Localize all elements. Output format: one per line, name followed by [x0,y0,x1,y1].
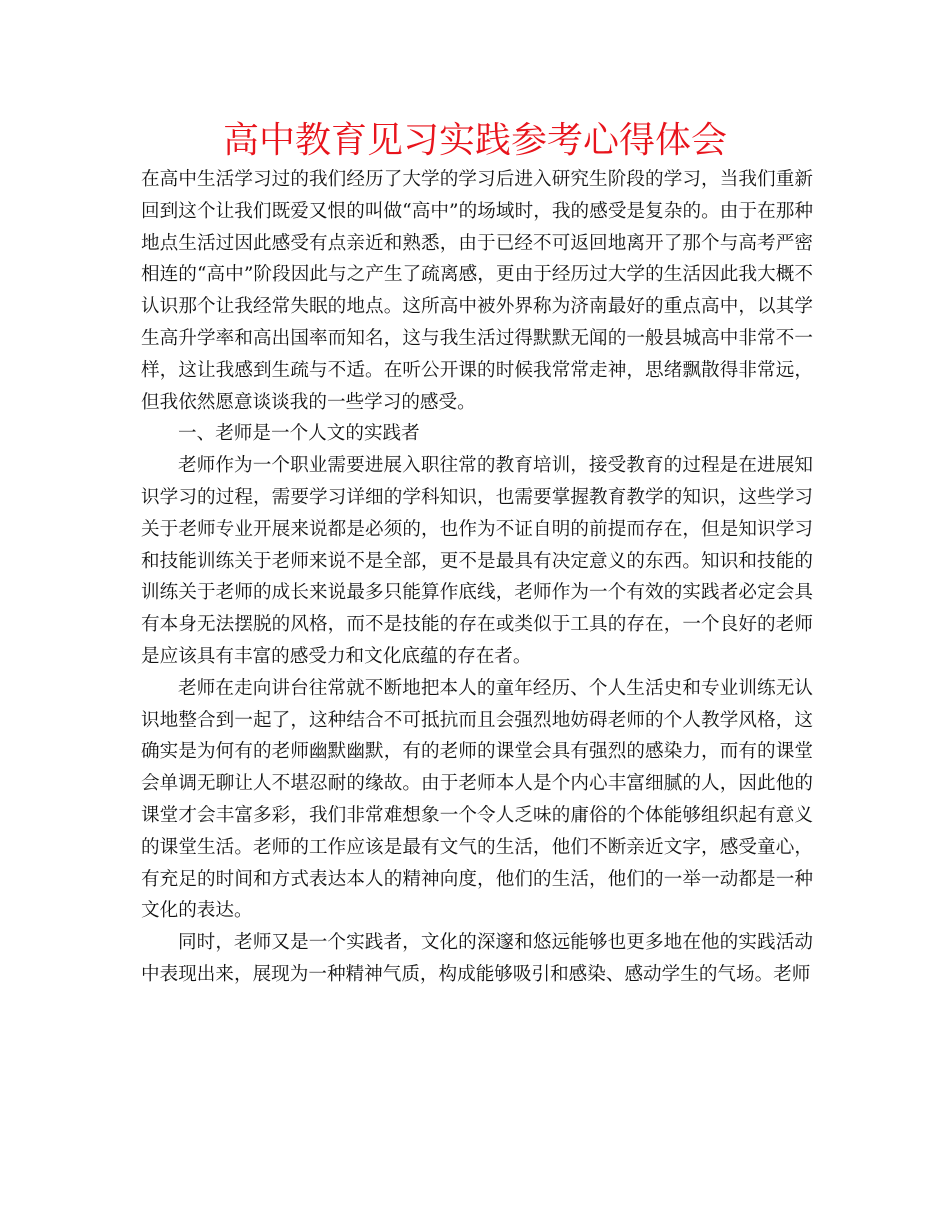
document-body [141,164,813,991]
paragraph-intro: 在高中生活学习过的我们经历了大学的学习后进入研究生阶段的学习，当我们重新回到这个让我们既爱又恨的叫做“高中”的场域时，我的感受是复杂的。由于在那种地点生活过因此感受有点亲近和熟悉，由于已经不可返回地离开了那个与高考严密相连的“高中”阶段因此与之产生了疏离感，更由于经历过大学的生活因此我大概不认识那个让我经常失眠的地点。这所高中被外界称为济南最好的重点高中，以其学生高升学率和高出国率而知名，这与我生活过得默默无闻的一般县城高中非常不一样，这让我感到生疏与不适。在听公开课的时候我常常走神，思绪飘散得非常远，但我依然愿意谈谈我的一些学习的感受。 [141,169,813,413]
paragraph-teacher-practice: 同时，老师又是一个实践者，文化的深邃和悠远能够也更多地在他的实践活动中表现出来，展现为一种精神气质，构成能够吸引和感染、感动学生的气场。老师 [141,932,813,985]
document-title: 高中教育见习实践参考心得体会 [222,120,727,161]
paragraph-teacher-training: 老师作为一个职业需要进展入职往常的教育培训，接受教育的过程是在进展知识学习的过程，需要学习详细的学科知识，也需要掌握教育教学的知识，这些学习关于老师专业开展来说都是必须的，也作为不证自明的前提而存在，但是知识学习和技能训练关于老师来说不是全部，更不是最具有决定意义的东西。知识和技能的训练关于老师的成长来说最多只能算作底线，老师作为一个有效的实践者必定会具有本身无法摆脱的风格，而不是技能的存在或类似于工具的存在，一个良好的老师是应该具有丰富的感受力和文化底蕴的存在者。 [141,455,813,667]
paragraph-teacher-style: 老师在走向讲台往常就不断地把本人的童年经历、个人生活史和专业训练无认识地整合到一起了，这种结合不可抵抗而且会强烈地妨碍老师的个人教学风格，这确实是为何有的老师幽默幽默，有的老师的课堂会具有强烈的感染力，而有的课堂会单调无聊让人不堪忍耐的缘故。由于老师本人是个内心丰富细腻的人，因此他的课堂才会丰富多彩，我们非常难想象一个令人乏味的庸俗的个体能够组织起有意义的课堂生活。老师的工作应该是最有文气的生活，他们不断亲近文字，感受童心，有充足的时间和方式表达本人的精神向度，他们的生活，他们的一举一动都是一种文化的表达。 [141,677,813,922]
section-heading: 一、老师是一个人文的实践者 [178,423,420,445]
